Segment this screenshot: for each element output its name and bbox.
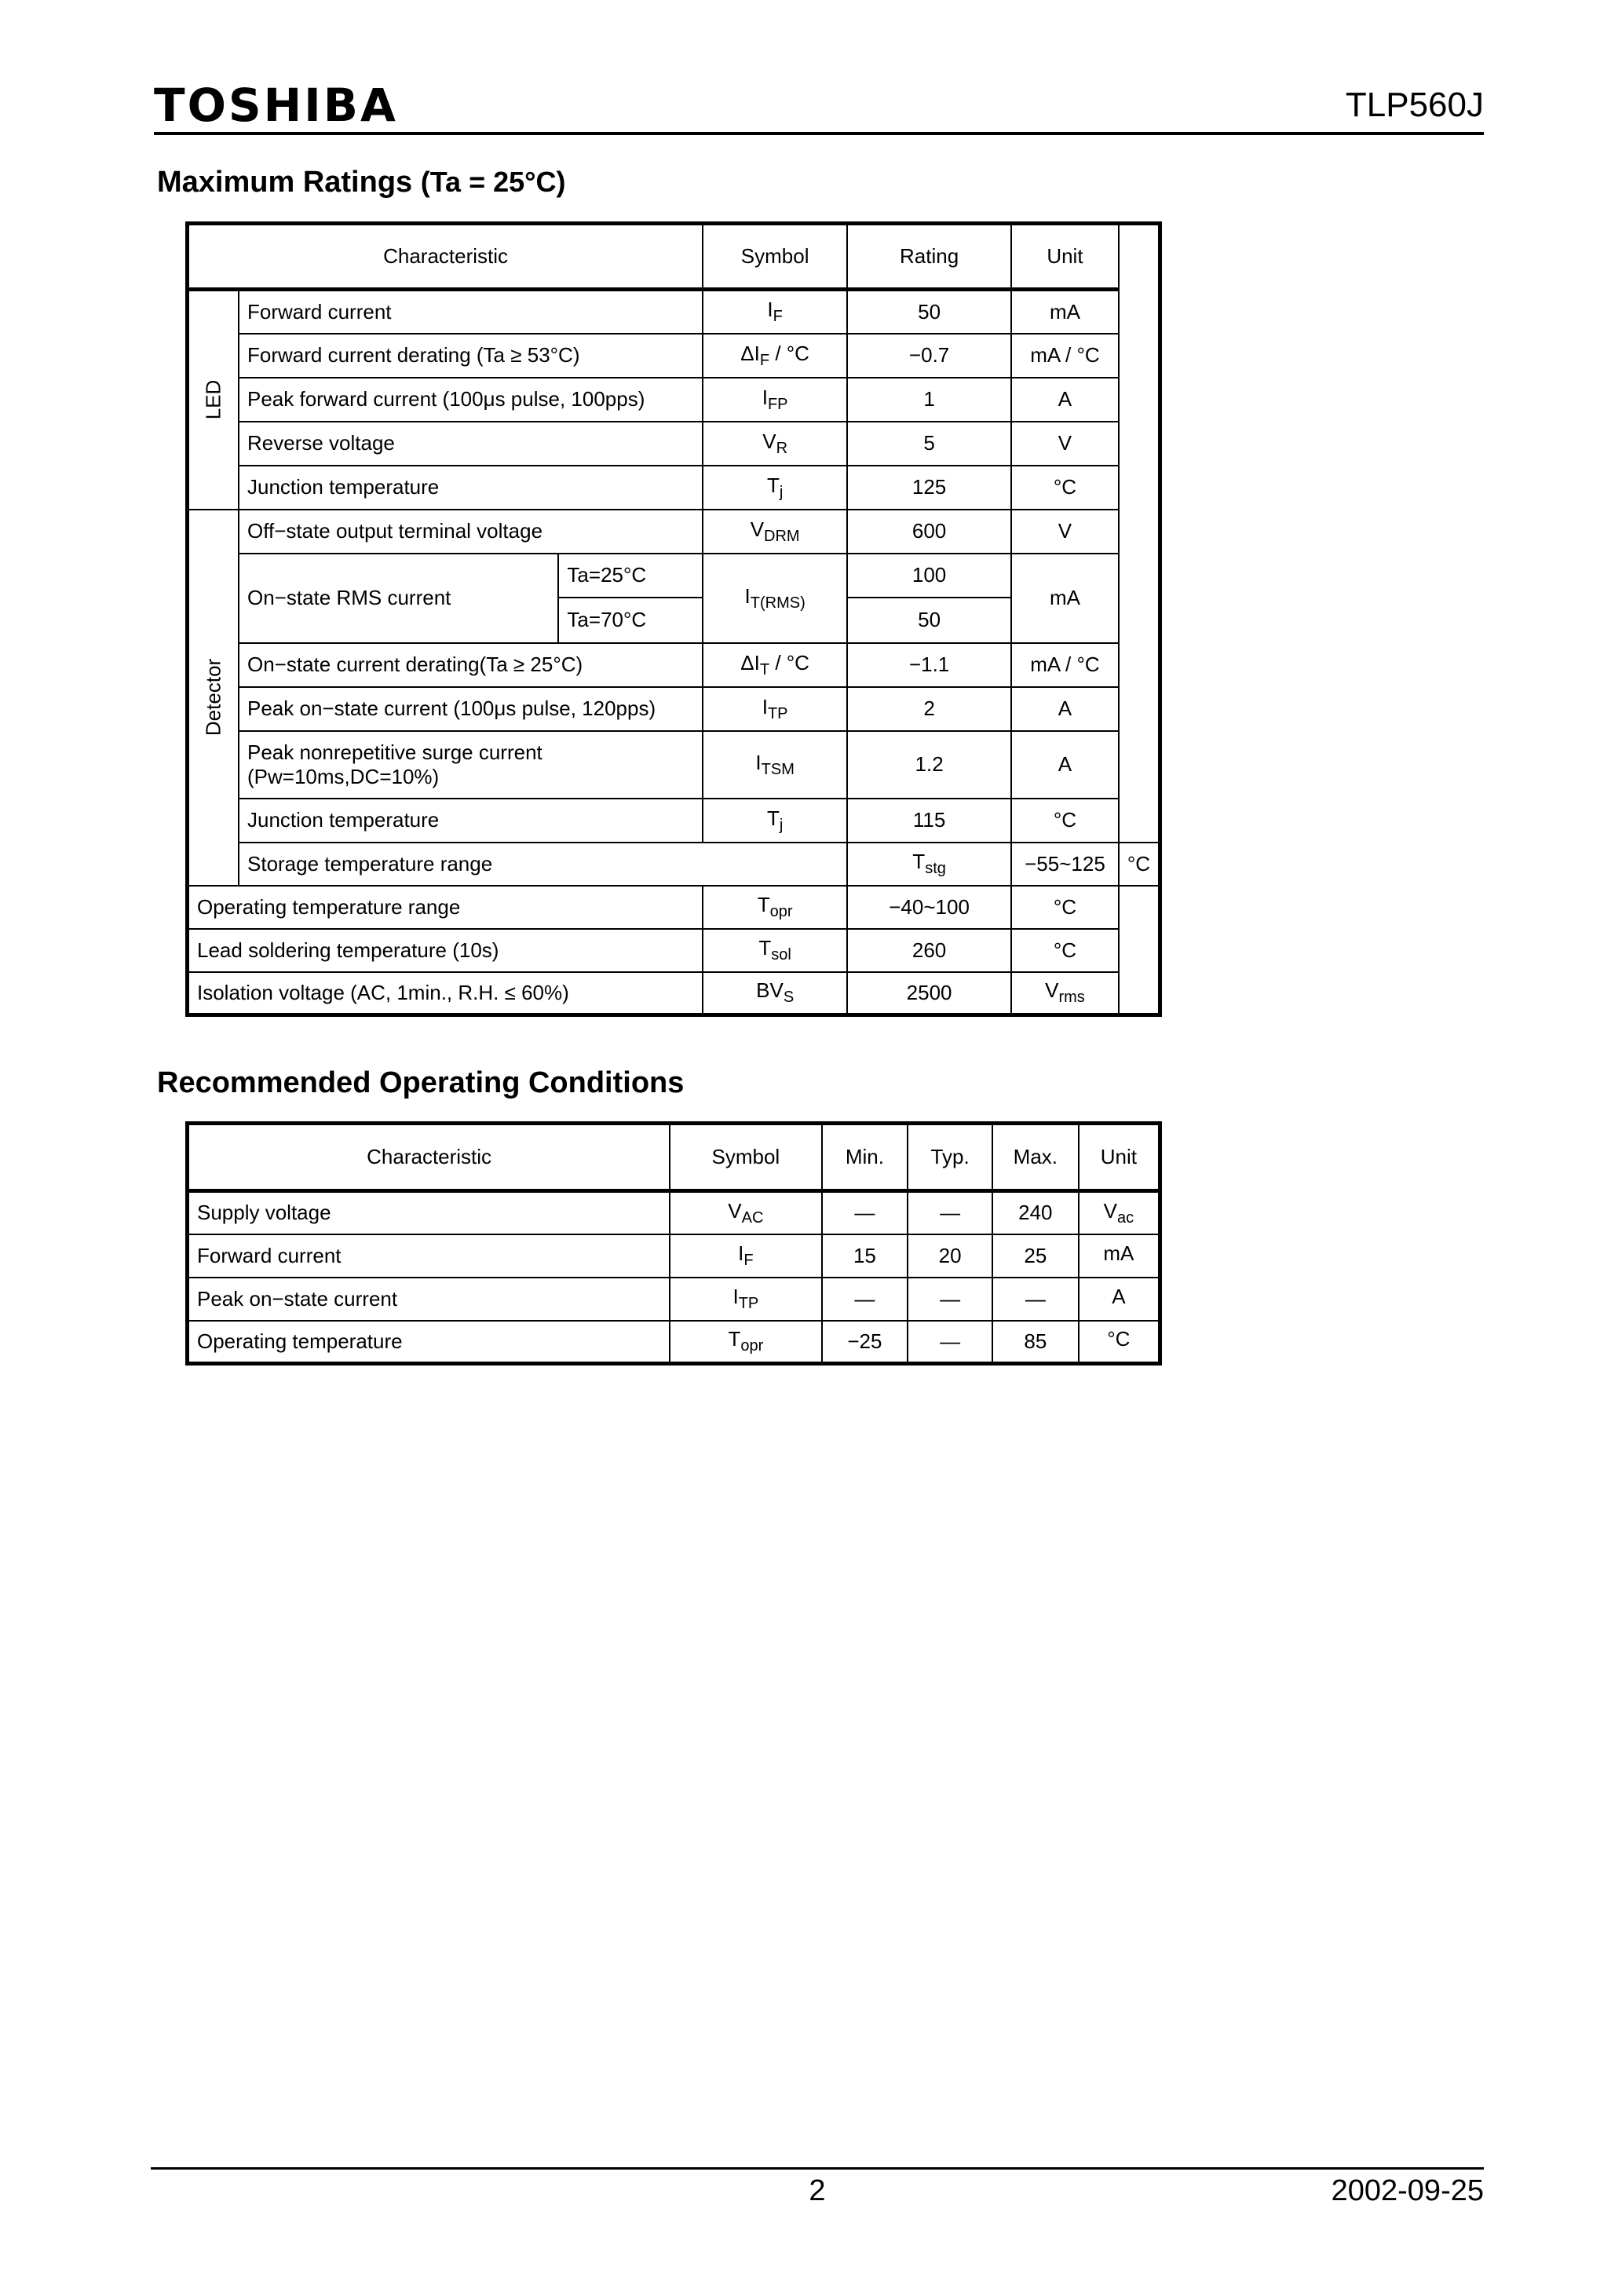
rating-cell: 125 (847, 466, 1011, 510)
symbol-cell: $T_{opr}$ (670, 1321, 821, 1364)
table-header-row (188, 224, 1160, 290)
typ-cell: — (908, 1321, 992, 1364)
symbol-cell: $I_{TP}$ (670, 1278, 821, 1321)
column-header: Characteristic (188, 224, 703, 290)
min-cell: — (822, 1191, 908, 1234)
rating-cell: 50 (847, 290, 1011, 334)
brand-logo: TOSHIBA (154, 79, 398, 132)
condition-cell: Ta=70°C (558, 598, 703, 643)
table-row (188, 290, 1160, 334)
column-header: Characteristic (188, 1124, 670, 1191)
characteristic-cell: On−state current derating(Ta ≥ 25°C) (239, 643, 703, 687)
table-row (188, 554, 1160, 598)
characteristic-cell: Reverse voltage (239, 422, 703, 466)
symbol-cell: $I_{FP}$ (703, 378, 847, 422)
characteristic-cell: Forward current derating (Ta ≥ 53°C) (239, 334, 703, 378)
characteristic-cell: Forward current (239, 290, 703, 334)
unit-cell: °C (1011, 466, 1119, 510)
table-row (188, 687, 1160, 731)
rating-cell: 2500 (847, 972, 1011, 1015)
unit-cell: °C (1079, 1321, 1160, 1364)
symbol-cell: $I_{TP}$ (703, 687, 847, 731)
unit-cell: mA (1011, 554, 1119, 643)
unit-cell: $V_{rms}$ (1011, 972, 1119, 1015)
characteristic-cell: Operating temperature (188, 1321, 670, 1364)
max-cell: 25 (992, 1234, 1079, 1278)
column-header: Typ. (908, 1124, 992, 1191)
unit-cell: V (1011, 422, 1119, 466)
symbol-cell: $I_F$ (703, 290, 847, 334)
characteristic-cell: Off−state output terminal voltage (239, 510, 703, 554)
column-header: Rating (847, 224, 1011, 290)
unit-cell: mA (1079, 1234, 1160, 1278)
symbol-cell: $T_j$ (703, 799, 847, 843)
table-header-row (188, 1124, 1160, 1191)
characteristic-cell: Peak on−state current (100μs pulse, 120pps) (239, 687, 703, 731)
table-row (188, 422, 1160, 466)
min-cell: 15 (822, 1234, 908, 1278)
unit-cell: mA / °C (1011, 643, 1119, 687)
table-row (188, 843, 1160, 886)
max-ratings-table (185, 221, 1162, 1017)
max-cell: 240 (992, 1191, 1079, 1234)
condition-cell: Ta=25°C (558, 554, 703, 598)
characteristic-cell: Storage temperature range (239, 843, 847, 886)
column-header: Max. (992, 1124, 1079, 1191)
rating-cell: 5 (847, 422, 1011, 466)
symbol-cell: $V_R$ (703, 422, 847, 466)
typ-cell: — (908, 1278, 992, 1321)
rec-conditions-table (185, 1121, 1162, 1366)
document-date: 2002-09-25 (1331, 2174, 1484, 2207)
unit-cell: °C (1119, 843, 1160, 886)
characteristic-cell: Operating temperature range (188, 886, 703, 929)
symbol-cell: $\Delta I_F / ^\circ C$ (703, 334, 847, 378)
max-ratings-title-text: Maximum Ratings (157, 166, 413, 199)
rating-cell: 1.2 (847, 731, 1011, 799)
unit-cell: V (1011, 510, 1119, 554)
table-row (188, 929, 1160, 972)
group-label-detector: Detector (188, 510, 239, 886)
symbol-cell: $T_{sol}$ (703, 929, 847, 972)
table-row (188, 972, 1160, 1015)
symbol-cell: $V_{DRM}$ (703, 510, 847, 554)
page-number: 2 (809, 2174, 826, 2207)
column-header: Unit (1079, 1124, 1160, 1191)
rating-cell: −55~125 (1011, 843, 1119, 886)
characteristic-cell: On−state RMS current (239, 554, 558, 643)
rating-cell: −0.7 (847, 334, 1011, 378)
unit-cell: A (1011, 687, 1119, 731)
typ-cell: — (908, 1191, 992, 1234)
column-header: Symbol (703, 224, 847, 290)
characteristic-cell: Isolation voltage (AC, 1min., R.H. ≤ 60%) (188, 972, 703, 1015)
symbol-cell: $T_{opr}$ (703, 886, 847, 929)
table-row (188, 510, 1160, 554)
max-ratings-title (157, 165, 566, 199)
max-ratings-condition: (Ta = 25°C) (420, 166, 566, 198)
symbol-cell: $BV_S$ (703, 972, 847, 1015)
table-row (188, 1278, 1160, 1321)
characteristic-cell: Junction temperature (239, 799, 703, 843)
characteristic-cell: Peak forward current (100μs pulse, 100pps) (239, 378, 703, 422)
unit-cell: °C (1011, 929, 1119, 972)
symbol-cell: $V_{AC}$ (670, 1191, 821, 1234)
unit-cell: A (1079, 1278, 1160, 1321)
rating-cell: −1.1 (847, 643, 1011, 687)
symbol-cell: $T_j$ (703, 466, 847, 510)
characteristic-cell: Junction temperature (239, 466, 703, 510)
page-header (154, 79, 1484, 135)
characteristic-cell: Forward current (188, 1234, 670, 1278)
symbol-cell: $T_{stg}$ (847, 843, 1011, 886)
unit-cell: $V_{ac}$ (1079, 1191, 1160, 1234)
table-row (188, 378, 1160, 422)
page-footer (151, 2167, 1484, 2217)
unit-cell: °C (1011, 886, 1119, 929)
max-cell: — (992, 1278, 1079, 1321)
symbol-cell: $I_{T(RMS)}$ (703, 554, 847, 643)
table-row (188, 466, 1160, 510)
unit-cell: °C (1011, 799, 1119, 843)
typ-cell: 20 (908, 1234, 992, 1278)
column-header: Unit (1011, 224, 1119, 290)
min-cell: −25 (822, 1321, 908, 1364)
group-label-led: LED (188, 290, 239, 510)
unit-cell: A (1011, 731, 1119, 799)
table-row (188, 1234, 1160, 1278)
unit-cell: A (1011, 378, 1119, 422)
min-cell: — (822, 1278, 908, 1321)
rating-cell: 2 (847, 687, 1011, 731)
rating-cell: 260 (847, 929, 1011, 972)
rating-cell: 100 (847, 554, 1011, 598)
table-row (188, 1191, 1160, 1234)
max-cell: 85 (992, 1321, 1079, 1364)
column-header: Min. (822, 1124, 908, 1191)
table-row (188, 643, 1160, 687)
symbol-cell: $I_{TSM}$ (703, 731, 847, 799)
table-row (188, 799, 1160, 843)
characteristic-cell: Supply voltage (188, 1191, 670, 1234)
rating-cell: 600 (847, 510, 1011, 554)
table-row (188, 1321, 1160, 1364)
rec-conditions-title: Recommended Operating Conditions (157, 1066, 685, 1099)
table-row (188, 886, 1160, 929)
rating-cell: 50 (847, 598, 1011, 643)
rating-cell: 1 (847, 378, 1011, 422)
rating-cell: −40~100 (847, 886, 1011, 929)
characteristic-cell: Peak nonrepetitive surge current (Pw=10ms,DC=10%) (239, 731, 703, 799)
part-number: TLP560J (1345, 86, 1484, 124)
characteristic-cell: Peak on−state current (188, 1278, 670, 1321)
table-row (188, 334, 1160, 378)
symbol-cell: $\Delta I_T / ^\circ C$ (703, 643, 847, 687)
table-row (188, 731, 1160, 799)
unit-cell: mA (1011, 290, 1119, 334)
symbol-cell: $I_F$ (670, 1234, 821, 1278)
characteristic-cell: Lead soldering temperature (10s) (188, 929, 703, 972)
rating-cell: 115 (847, 799, 1011, 843)
unit-cell: mA / °C (1011, 334, 1119, 378)
column-header: Symbol (670, 1124, 821, 1191)
